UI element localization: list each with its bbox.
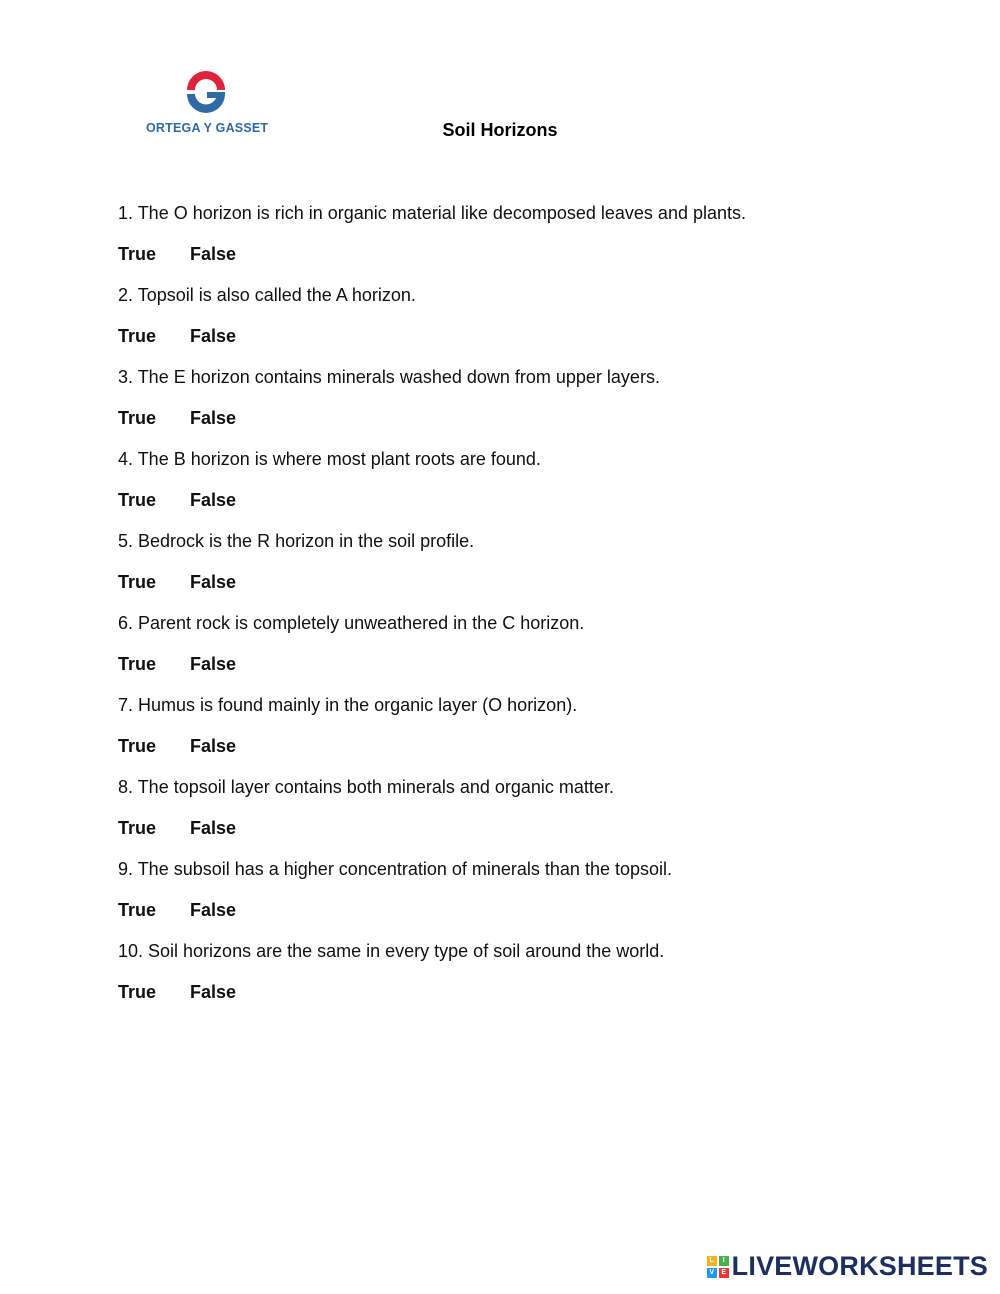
- question-text: 5. Bedrock is the R horizon in the soil profile.: [118, 531, 475, 551]
- question-item: [118, 611, 958, 693]
- page-title: Soil Horizons: [442, 120, 558, 140]
- brand-block: I: [719, 1256, 729, 1266]
- question-item: [118, 447, 958, 529]
- brand-block: E: [719, 1268, 729, 1278]
- question-text: 3. The E horizon contains minerals washed down from upper layers.: [118, 367, 660, 387]
- answer-options: [118, 570, 958, 594]
- brand-block: V: [707, 1268, 717, 1278]
- question-item: [118, 939, 958, 1021]
- question-text: 9. The subsoil has a higher concentration of minerals than the topsoil.: [118, 859, 673, 879]
- true-option[interactable]: True: [118, 326, 157, 346]
- answer-options: [118, 652, 958, 676]
- question-text: 2. Topsoil is also called the A horizon.: [118, 285, 416, 305]
- false-option[interactable]: False: [190, 490, 237, 510]
- question-item: [118, 693, 958, 775]
- answer-options: [118, 980, 958, 1004]
- question-text: 10. Soil horizons are the same in every type of soil around the world.: [118, 941, 665, 961]
- false-option[interactable]: False: [190, 982, 237, 1002]
- logo-g-icon: [181, 68, 231, 118]
- true-option[interactable]: True: [118, 982, 157, 1002]
- answer-options: [118, 816, 958, 840]
- question-list: [118, 201, 958, 1021]
- false-option[interactable]: False: [190, 736, 237, 756]
- true-option[interactable]: True: [118, 244, 157, 264]
- answer-options: [118, 488, 958, 512]
- true-option[interactable]: True: [118, 490, 157, 510]
- answer-options: [118, 324, 958, 348]
- logo-text: ORTEGA Y GASSET: [146, 121, 269, 135]
- true-option[interactable]: True: [118, 408, 157, 428]
- false-option[interactable]: False: [190, 900, 237, 920]
- question-text: 8. The topsoil layer contains both minerals and organic matter.: [118, 777, 614, 797]
- question-item: [118, 283, 958, 365]
- false-option[interactable]: False: [190, 654, 237, 674]
- false-option[interactable]: False: [190, 572, 237, 592]
- false-option[interactable]: False: [190, 244, 237, 264]
- question-item: [118, 857, 958, 939]
- false-option[interactable]: False: [190, 408, 237, 428]
- question-text: 4. The B horizon is where most plant roots are found.: [118, 449, 541, 469]
- true-option[interactable]: True: [118, 818, 157, 838]
- answer-options: [118, 406, 958, 430]
- true-option[interactable]: True: [118, 654, 157, 674]
- question-item: [118, 529, 958, 611]
- answer-options: [118, 734, 958, 758]
- false-option[interactable]: False: [190, 818, 237, 838]
- answer-options: [118, 242, 958, 266]
- false-option[interactable]: False: [190, 326, 237, 346]
- question-item: [118, 775, 958, 857]
- brand-text: LIVEWORKSHEETS: [731, 1251, 988, 1281]
- answer-options: [118, 898, 958, 922]
- brand-blocks-icon: [707, 1256, 729, 1278]
- question-text: 6. Parent rock is completely unweathered in the C horizon.: [118, 613, 585, 633]
- question-text: 7. Humus is found mainly in the organic layer (O horizon).: [118, 695, 578, 715]
- true-option[interactable]: True: [118, 736, 157, 756]
- liveworksheets-brand: [707, 1251, 988, 1282]
- question-text: 1. The O horizon is rich in organic material like decomposed leaves and plants.: [118, 203, 746, 223]
- question-item: [118, 365, 958, 447]
- true-option[interactable]: True: [118, 572, 157, 592]
- brand-block: L: [707, 1256, 717, 1266]
- question-item: [118, 201, 958, 283]
- true-option[interactable]: True: [118, 900, 157, 920]
